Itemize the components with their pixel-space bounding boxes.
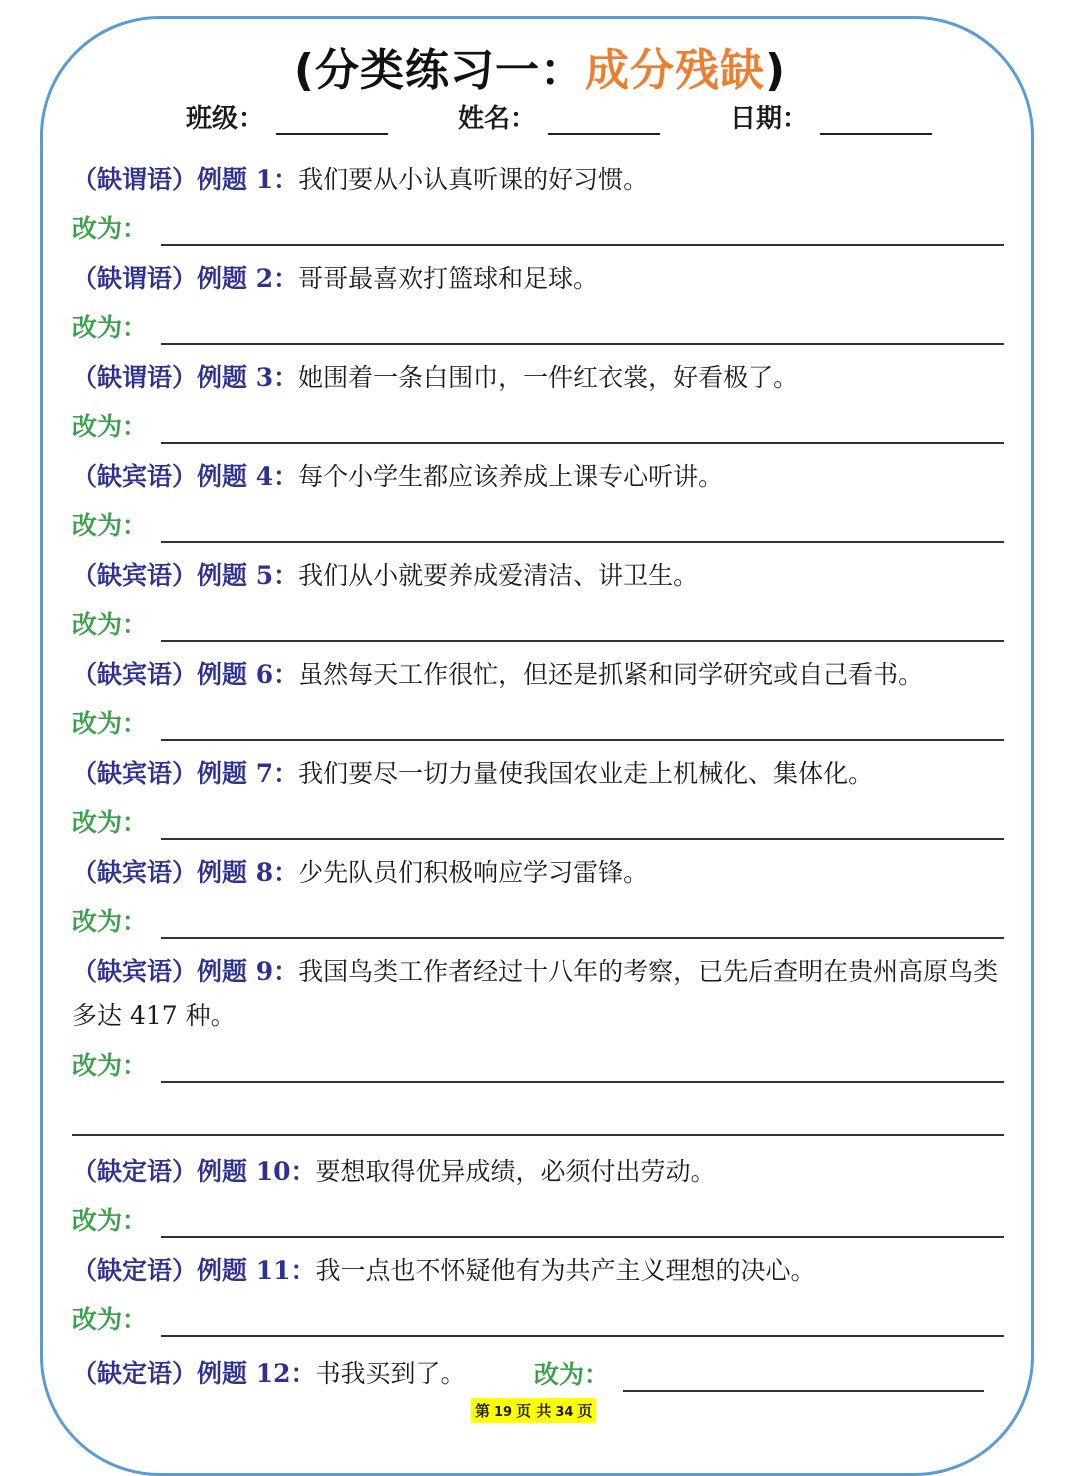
- answer-blank[interactable]: [161, 709, 1004, 741]
- question-label: 例题 12：: [197, 1359, 316, 1388]
- question-tag: （缺宾语）: [72, 858, 198, 887]
- page-middle: 页 共: [516, 1402, 552, 1420]
- question-tag: （缺定语）: [72, 1256, 198, 1285]
- answer-line-10: [72, 1198, 1004, 1238]
- page-current: 19: [494, 1405, 513, 1420]
- question-label: 例题 3：: [197, 363, 299, 392]
- question-5: [72, 554, 1012, 598]
- question-text: 要想取得优异成绩，必须付出劳动。: [315, 1157, 716, 1186]
- question-tag: （缺谓语）: [72, 363, 198, 392]
- answer-label: 改为：: [72, 214, 148, 243]
- answer-line-7: [72, 800, 1004, 840]
- answer-label: 改为：: [72, 313, 148, 342]
- question-text: 我国鸟类工作者经过十八年的考察，已先后查明在贵州高原鸟类多达 417 种。: [72, 957, 999, 1030]
- question-6: [72, 653, 1012, 697]
- question-tag: （缺宾语）: [72, 561, 198, 590]
- name-field: [458, 98, 660, 135]
- question-label: 例题 5：: [197, 561, 299, 590]
- date-field: [730, 98, 932, 135]
- answer-label: 改为：: [72, 709, 148, 738]
- question-text: 每个小学生都应该养成上课专心听讲。: [298, 462, 724, 491]
- question-text: 少先队员们积极响应学习雷锋。: [298, 858, 649, 887]
- question-label: 例题 8：: [197, 858, 299, 887]
- question-tag: （缺宾语）: [72, 759, 198, 788]
- question-label: 例题 7：: [197, 759, 299, 788]
- answer-label: 改为：: [72, 1051, 148, 1080]
- answer-label: 改为：: [534, 1360, 610, 1389]
- worksheet-title: [0, 34, 1080, 98]
- answer-line-3: [72, 404, 1004, 444]
- class-field: [186, 98, 388, 135]
- question-tag: （缺谓语）: [72, 264, 198, 293]
- question-text: 我们要尽一切力量使我国农业走上机械化、集体化。: [298, 759, 874, 788]
- question-label: 例题 4：: [197, 462, 299, 491]
- answer-blank[interactable]: [161, 610, 1004, 642]
- question-label: 例题 11：: [197, 1256, 316, 1285]
- answer-blank[interactable]: [161, 1305, 1004, 1337]
- title-open-paren: (: [293, 45, 315, 96]
- page-prefix: 第: [475, 1402, 491, 1420]
- question-label: 例题 2：: [197, 264, 299, 293]
- answer-line-6: [72, 701, 1004, 741]
- answer-blank[interactable]: [161, 1206, 1004, 1238]
- question-tag: （缺宾语）: [72, 462, 198, 491]
- question-tag: （缺定语）: [72, 1157, 198, 1186]
- page-number: [471, 1398, 596, 1423]
- answer-line-12: [534, 1352, 984, 1392]
- question-text: 哥哥最喜欢打篮球和足球。: [298, 264, 599, 293]
- question-3: [72, 356, 1012, 400]
- question-12: [72, 1352, 522, 1396]
- page-suffix: 页: [577, 1402, 593, 1420]
- question-label: 例题 10：: [197, 1157, 316, 1186]
- class-blank[interactable]: [276, 103, 388, 135]
- answer-blank[interactable]: [161, 1051, 1004, 1083]
- answer-blank[interactable]: [161, 511, 1004, 543]
- answer-label: 改为：: [72, 412, 148, 441]
- date-blank[interactable]: [820, 103, 932, 135]
- question-10: [72, 1150, 1012, 1194]
- answer-line-1: [72, 206, 1004, 246]
- question-label: 例题 9：: [197, 957, 299, 986]
- answer-blank[interactable]: [161, 808, 1004, 840]
- question-9: [72, 950, 1004, 1038]
- question-tag: （缺宾语）: [72, 957, 198, 986]
- page-total: 34: [555, 1405, 574, 1420]
- answer-label: 改为：: [72, 1206, 148, 1235]
- title-prefix: 分类练习一：: [315, 45, 585, 96]
- date-label: 日期：: [730, 104, 809, 134]
- question-1: [72, 158, 1012, 202]
- answer-blank[interactable]: [161, 214, 1004, 246]
- title-close-paren: ): [765, 45, 787, 96]
- answer-label: 改为：: [72, 808, 148, 837]
- answer-line-11: [72, 1297, 1004, 1337]
- answer-line-5: [72, 602, 1004, 642]
- answer-blank[interactable]: [161, 412, 1004, 444]
- question-4: [72, 455, 1012, 499]
- question-8: [72, 851, 1012, 895]
- question-text: 我们要从小认真听课的好习惯。: [298, 165, 649, 194]
- answer-line-8: [72, 899, 1004, 939]
- answer-line-2: [72, 305, 1004, 345]
- question-text: 我一点也不怀疑他有为共产主义理想的决心。: [315, 1256, 816, 1285]
- name-label: 姓名：: [458, 104, 537, 134]
- answer-label: 改为：: [72, 610, 148, 639]
- question-text: 虽然每天工作很忙，但还是抓紧和同学研究或自己看书。: [298, 660, 924, 689]
- question-text: 她围着一条白围巾，一件红衣裳，好看极了。: [298, 363, 799, 392]
- question-7: [72, 752, 1012, 796]
- answer-line-9-extra[interactable]: [72, 1134, 1004, 1136]
- question-text: 书我买到了。: [315, 1359, 466, 1388]
- question-2: [72, 257, 1012, 301]
- answer-blank[interactable]: [161, 313, 1004, 345]
- answer-blank[interactable]: [623, 1360, 984, 1392]
- question-label: 例题 1：: [197, 165, 299, 194]
- answer-line-4: [72, 503, 1004, 543]
- question-tag: （缺宾语）: [72, 660, 198, 689]
- class-label: 班级：: [186, 104, 265, 134]
- question-11: [72, 1249, 1012, 1293]
- answer-blank[interactable]: [161, 907, 1004, 939]
- title-accent: 成分残缺: [585, 45, 765, 96]
- answer-line-9: [72, 1043, 1004, 1083]
- question-text: 我们从小就要养成爱清洁、讲卫生。: [298, 561, 699, 590]
- question-tag: （缺谓语）: [72, 165, 198, 194]
- answer-label: 改为：: [72, 511, 148, 540]
- name-blank[interactable]: [548, 103, 660, 135]
- question-tag: （缺定语）: [72, 1359, 198, 1388]
- question-label: 例题 6：: [197, 660, 299, 689]
- answer-label: 改为：: [72, 1305, 148, 1334]
- answer-label: 改为：: [72, 907, 148, 936]
